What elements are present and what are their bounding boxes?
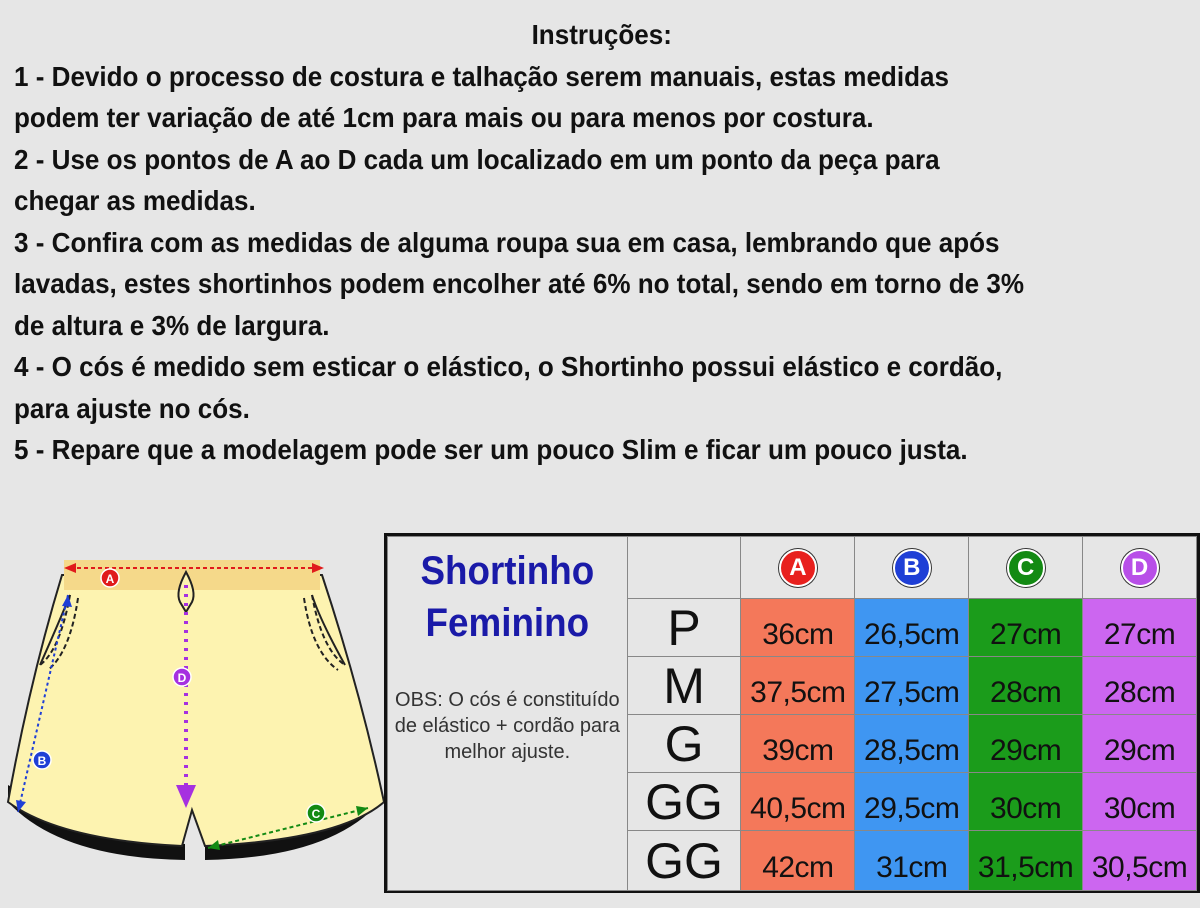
instruction-text: Use os pontos de A ao D cada um localizado em um ponto da peça para (51, 143, 940, 175)
badge-a-icon: A (779, 549, 817, 587)
instructions-list (14, 56, 1108, 471)
header-b (855, 537, 969, 599)
value-c: 30cm (969, 773, 1083, 831)
marker-c-icon (307, 804, 325, 822)
instruction-line (14, 346, 1108, 388)
value-d: 30cm (1083, 773, 1197, 831)
instruction-line (14, 139, 1108, 181)
badge-b-icon: B (893, 549, 931, 587)
value-c: 29cm (969, 715, 1083, 773)
instruction-line (14, 388, 1108, 430)
svg-text:D: D (177, 671, 187, 685)
instruction-text: para ajuste no cós. (14, 392, 250, 424)
product-title-line-1: Shortinho (420, 549, 595, 593)
value-a: 40,5cm (741, 773, 855, 831)
measurements-table (387, 536, 1197, 891)
instruction-text: Confira com as medidas de alguma roupa sua em casa, lembrando que após (51, 226, 1000, 258)
instruction-line (14, 56, 1108, 98)
header-c (969, 537, 1083, 599)
instructions-title: Instruções: (531, 19, 672, 50)
size-label: P (627, 599, 741, 657)
instruction-number: 3 - (14, 226, 45, 258)
header-a (741, 537, 855, 599)
value-c: 27cm (969, 599, 1083, 657)
shorts-diagram (0, 540, 390, 880)
instruction-text: lavadas, estes shortinhos podem encolher até 6% no total, sendo em torno de 3% (14, 268, 1025, 299)
instruction-text: O cós é medido sem esticar o elástico, o Shortinho possui elástico e cordão, (51, 351, 1003, 382)
size-label: M (627, 657, 741, 715)
instruction-text: Devido o processo de costura e talhação serem manuais, estas medidas (51, 60, 949, 92)
value-c: 28cm (969, 657, 1083, 715)
instruction-number: 1 - (14, 60, 45, 92)
marker-b-icon (33, 751, 51, 769)
instruction-line (14, 180, 1108, 222)
badge-d-icon: D (1121, 549, 1159, 587)
size-label: G (627, 715, 741, 773)
instruction-line (14, 222, 1108, 264)
product-title-line-2: Feminino (425, 601, 590, 645)
instructions-block (14, 14, 1108, 471)
instruction-number: 2 - (14, 143, 45, 175)
obs-note: OBS: O cós é constituído de elástico + cordão para melhor ajuste. (394, 689, 620, 763)
header-d (1083, 537, 1197, 599)
instruction-text: chegar as medidas. (14, 185, 256, 216)
value-b: 28,5cm (855, 715, 969, 773)
value-d: 30,5cm (1083, 831, 1197, 891)
product-title (398, 545, 618, 649)
instruction-number: 5 - (14, 434, 45, 465)
size-label: GG (627, 831, 741, 891)
value-b: 26,5cm (855, 599, 969, 657)
instruction-line (14, 305, 1108, 347)
size-table (384, 533, 1200, 893)
value-b: 31cm (855, 831, 969, 891)
instruction-line (14, 97, 1108, 139)
badge-c-icon: C (1007, 549, 1045, 587)
instruction-line (14, 429, 1108, 471)
value-a: 37,5cm (741, 657, 855, 715)
value-d: 27cm (1083, 599, 1197, 657)
value-c: 31,5cm (969, 831, 1083, 891)
value-d: 29cm (1083, 715, 1197, 773)
instruction-line (14, 263, 1108, 305)
marker-a-icon (101, 569, 119, 587)
instruction-number: 4 - (14, 351, 45, 382)
svg-text:A: A (105, 572, 115, 586)
product-title-cell (388, 537, 628, 891)
svg-text:C: C (311, 807, 321, 821)
size-label: GG (627, 773, 741, 831)
marker-d-icon (173, 668, 191, 686)
instruction-text: Repare que a modelagem pode ser um pouco Slim e ficar um pouco justa. (51, 434, 968, 465)
value-d: 28cm (1083, 657, 1197, 715)
value-a: 42cm (741, 831, 855, 891)
value-a: 39cm (741, 715, 855, 773)
size-header-empty (627, 537, 741, 599)
instruction-text: de altura e 3% de largura. (14, 309, 330, 341)
shorts-illustration (0, 540, 390, 880)
value-b: 27,5cm (855, 657, 969, 715)
instruction-text: podem ter variação de até 1cm para mais ou para menos por costura. (14, 102, 874, 133)
svg-text:B: B (37, 754, 47, 768)
value-a: 36cm (741, 599, 855, 657)
value-b: 29,5cm (855, 773, 969, 831)
